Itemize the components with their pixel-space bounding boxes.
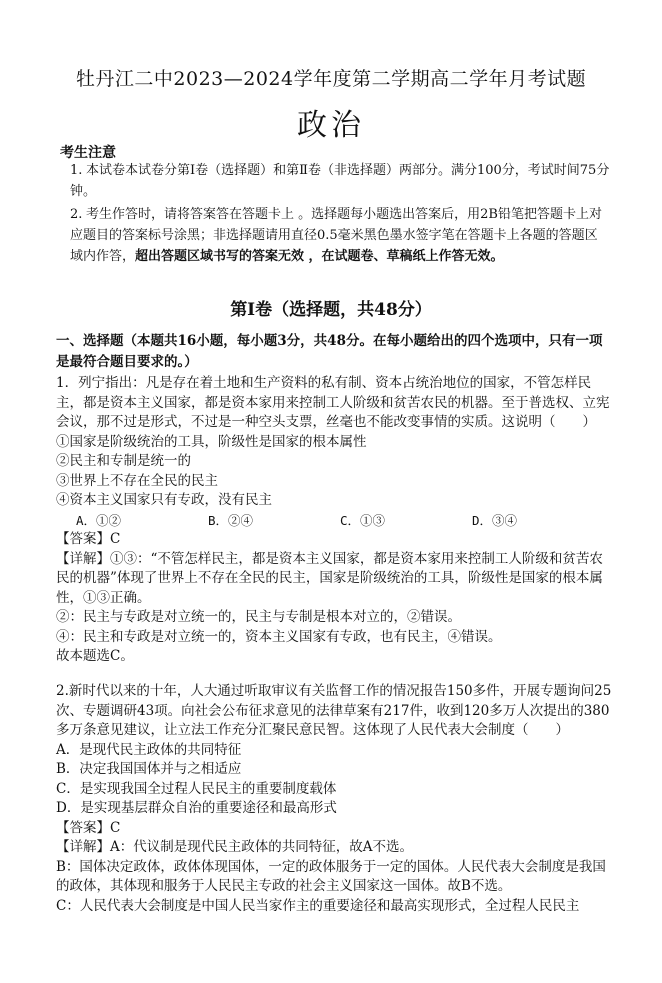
option-a: A．①② (76, 512, 122, 528)
option-c: C．是实现我国全过程人民民主的重要制度载体 (56, 780, 337, 797)
answer: 【答案】C (56, 819, 121, 836)
option-a: A．是现代民主政体的共同特征 (56, 741, 242, 758)
option-d: D．是实现基层群众自治的重要途径和最高形式 (56, 800, 337, 816)
notice-item-number: 1. (70, 163, 83, 178)
explanation-3: C：人民代表大会制度是中国人民当家作主的重要途径和最高实现形式，全过程人民民主 (56, 897, 580, 914)
explanation-3: ④：民主和专政是对立统一的，资本主义国家有专政，也有民主，④错误。 (56, 628, 502, 645)
question-stem: 2.新时代以来的十年，人大通过听取审议有关监督工作的情况报告150多件，开展专题询问25次、专题调研43项。向社会公布征求意见的法律草案有217件，收到120多万人次提出的380多万条意见建议，让立法工作充分汇聚民意民智。这体现了人民代表大会制度（ ） (56, 683, 612, 738)
question-stem: 1．列宁指出：凡是存在着土地和生产资料的私有制、资本占统治地位的国家，不管怎样民主，都是资本主义国家，都是资本家用来控制工人阶级和贫苦农民的机器。至于普选权、立宪会议，那不过是形式，不过是一种空头支票，丝毫也不能改变事情的实质。这说明（ ） (56, 375, 610, 430)
question-2 (56, 682, 612, 916)
explanation-2: B：国体决定政体，政体体现国体，一定的政体服务于一定的国体。人民代表大会制度是我国的政体，其体现和服务于人民民主专政的社会主义国家这一国体。故B不选。 (56, 858, 606, 894)
statement-4: ④资本主义国家只有专政，没有民主 (56, 492, 272, 508)
notice-item-text: 考生作答时，请将答案答在答题卡上 。选择题每小题选出答案后，用2B铅笔把答题卡上对 应题目的答案标号涂黑；非选择题请用直径0.5毫米黑色墨水签字笔在答题卡上各题的答题区域内作答， (70, 207, 602, 264)
option-b: B．决定我国国体并与之相适应 (56, 761, 242, 777)
answer: 【答案】C (56, 531, 121, 547)
notice-heading: 考生注意 (60, 145, 116, 161)
explanation-2: ②：民主与专政是对立统一的，民主与专制是根本对立的，②错误。 (56, 609, 461, 625)
subject-title: 政治 (297, 108, 365, 143)
exam-title: 牡丹江二中2023—2024学年度第二学期高二学年月考试题 (75, 68, 587, 90)
question-1 (56, 374, 612, 667)
part-instructions: 一、选择题（本题共16小题，每小题3分，共48分。在每小题给出的四个选项中，只有一项是最符合题目要求的。） (56, 333, 603, 370)
explanation-1: 【详解】A：代议制是现代民主政体的共同特征，故A不选。 (56, 839, 413, 855)
notice-item-bold-text: 超出答题区域书写的答案无效 ，在试题卷、草稿纸上作答无效。 (135, 249, 504, 264)
option-row (56, 511, 612, 531)
explanation-4: 故本题选C。 (56, 648, 134, 664)
statement-1: ①国家是阶级统治的工具，阶级性是国家的根本属性 (56, 433, 367, 450)
notice-item-number: 2. (70, 207, 83, 222)
statement-2: ②民主和专制是统一的 (56, 453, 191, 469)
statement-3: ③世界上不存在全民的民主 (56, 472, 218, 489)
notice-item-text: 本试卷本试卷分第Ⅰ卷（选择题）和第Ⅱ卷（非选择题）两部分。满分100分，考试时间75分钟。 (70, 163, 610, 199)
option-b: B．②④ (208, 512, 254, 528)
option-d: D．③④ (472, 512, 518, 528)
explanation-1: 【详解】①③：“不管怎样民主，都是资本主义国家，都是资本家用来控制工人阶级和贫苦农民的机器”体现了世界上不存在全民的民主，国家是阶级统治的工具，阶级性是国家的根本属性，①③正确。 (56, 550, 603, 606)
section-title: 第Ⅰ卷（选择题，共48分） (230, 300, 432, 320)
notice-item-2 (70, 204, 610, 267)
notice-item-1 (70, 160, 610, 202)
option-c: C．①③ (340, 512, 386, 528)
